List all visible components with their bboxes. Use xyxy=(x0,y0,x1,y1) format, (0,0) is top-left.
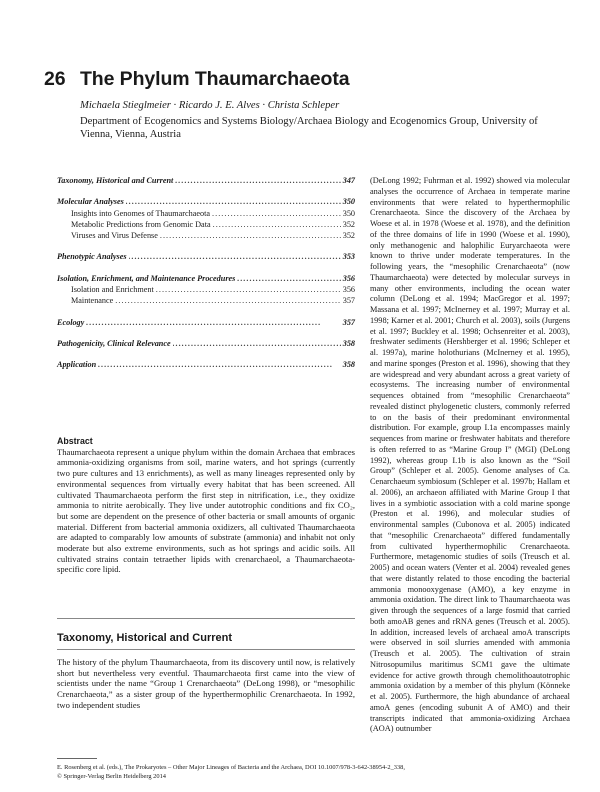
section-rule-top xyxy=(57,618,355,619)
toc-leader-dots xyxy=(129,252,341,261)
toc-leader-dots xyxy=(156,285,341,294)
toc-entry-page: 352 xyxy=(342,219,355,229)
toc-entry-label: Ecology xyxy=(57,317,85,327)
table-of-contents xyxy=(57,176,355,372)
toc-entry-page: 356 xyxy=(342,285,355,295)
toc-entry-label: Viruses and Virus Defense xyxy=(71,231,158,241)
chapter-number: 26 xyxy=(44,68,66,90)
authors: Michaela Stieglmeier · Ricardo J. E. Alves · Christa Schleper xyxy=(80,100,340,111)
toc-entry-page: 350 xyxy=(342,208,355,218)
toc-entry[interactable] xyxy=(57,176,355,187)
toc-entry-page: 353 xyxy=(342,252,355,262)
footer-citation: E. Rosenberg et al. (eds.), The Prokaryotes – Other Major Lineages of Bacteria and the Archaea, DOI 10.1007/978-3-642-38954-2_338, xyxy=(57,764,405,771)
toc-leader-dots xyxy=(173,339,341,348)
toc-entry[interactable] xyxy=(57,197,355,208)
toc-entry-label: Molecular Analyses xyxy=(57,197,124,207)
toc-entry-label: Phenotypic Analyses xyxy=(57,252,127,262)
toc-leader-dots xyxy=(86,318,340,327)
footer-rule xyxy=(57,758,97,759)
toc-entry-label: Isolation, Enrichment, and Maintenance Procedures xyxy=(57,273,236,283)
chapter-heading xyxy=(44,68,349,91)
toc-entry[interactable] xyxy=(57,252,355,263)
toc-entry-page: 352 xyxy=(342,231,355,241)
toc-entry-page: 357 xyxy=(342,296,355,306)
right-column-text: (DeLong 1992; Fuhrman et al. 1992) showed via molecular analyses the occurrence of Archaea in temperate marine environments that were related to hyperthermophilic Crenarchaeota. Since the discovery of the Archaea by Woese et al. in 1978 (Woese et al. 1978), and the definition of the three domains of life in 1990 (Woese et al. 1990), only methanogenic and halophilic Euryarchaeota were known to thrive under moderate temperatures. In the following years, the “mesophilic Crenarchaeota” (now Thaumarchaeota) were detected by molecular surveys in many other environments, including the ocean water column (DeLong et al. 1994; MacGregor et al. 1997; Massana et al. 1997; McInerney et al. 1997; Murray et al. 1998; Karner et al. 2001; Church et al. 2003), soils (Jurgens et al. 1997; Buckley et al. 1998; Ochsenreiter et al. 2003), freshwater sediments (Hershberger et al. 1996; Schleper et al. 1997a), marine holothurians (McInerney et al. 1995), and marine sponges (Preston et al. 1996), showing that they are widespread and very abundant across a great variety of ecosystems. The increasing number of environmental sequences obtained from “mesophilic Crenarchaeota” revealed distinct phylogenetic clusters, commonly referred to on the basis of their predominant environmental distribution. For example, group I.1a encompasses mainly sequences from marine or freshwater habitats and therefore is often referred to as “Marine Group I” (MGI) (DeLong 1992), whereas group I.1b is also known as the “Soil Group” (Schleper et al. 2005). Genome analyses of Ca. Cenarchaeum symbiosum (Schleper et al. 1997b; Hallam et al. 2006), an archaeon affiliated with Marine Group I that lives in a symbiotic association with a cold marine sponge (Preston et al. 1996), and molecular studies of environmental samples (Cubonova et al. 2005) indicated that “mesophilic Crenarchaeota” differed fundamentally from cultivated hyperthermophilic Crenarchaeota. Furthermore, metagenomic studies of soils (Treusch et al. 2005) and ocean waters (Venter et al. 2004) revealed genes that were distantly related to those encoding the bacterial ammonia monooxygenase (AMO), a key enzyme in ammonia oxidation. The direct link to Thaumarchaeota was given through the sequences of a large fosmid that carried both amoAB genes and rRNA genes (Treusch et al. 2005). In addition, increased levels of archaeal amoA transcripts were observed in soil slurries amended with ammonia (Treusch et al. 2005). The cultivation of strain Nitrosopumilus maritimus SCM1 gave the ultimate evidence for active growth through chemolithoautotrophic ammonia oxidation by a member of this phylum (Könneke et al. 2005). Furthermore, the high abundance of archaeal amoA genes (encoding subunit A of AMO) and their transcripts indicated that ammonia-oxidizing Archaea (AOA) outnumber xyxy=(370,176,570,734)
toc-leader-dots xyxy=(213,220,341,229)
section-rule-bottom xyxy=(57,649,355,650)
toc-leader-dots xyxy=(115,296,340,305)
affiliation: Department of Ecogenomics and Systems Biology/Archaea Biology and Ecogenomics Group, University of Vienna, Vienna, Austria xyxy=(80,116,538,140)
toc-entry[interactable] xyxy=(57,318,355,329)
toc-leader-dots xyxy=(175,176,340,185)
toc-leader-dots xyxy=(126,197,341,206)
abstract xyxy=(57,436,355,575)
toc-entry-page: 356 xyxy=(342,273,355,283)
footer-copyright: © Springer-Verlag Berlin Heidelberg 2014 xyxy=(57,772,166,780)
toc-leader-dots xyxy=(160,231,341,240)
toc-entry-label: Taxonomy, Historical and Current xyxy=(57,176,174,185)
footer xyxy=(57,764,577,781)
toc-entry[interactable] xyxy=(57,209,355,220)
toc-entry-page: 347 xyxy=(342,176,355,185)
toc-leader-dots xyxy=(98,360,341,369)
toc-entry[interactable] xyxy=(57,220,355,231)
toc-entry-label: Application xyxy=(57,360,97,370)
chapter-title: The Phylum Thaumarchaeota xyxy=(80,68,350,90)
abstract-text: Thaumarchaeota represent a unique phylum within the domain Archaea that embraces ammonia-oxidizing organisms from soil, marine waters, and hot springs (currently two pure cultures and 13 enrichments), as well as many lineages represented only by environmental sequences from virtually every habitat that has been screened. All cultivated Thaumarchaeota perform the first step in nitrification, i.e., they oxidize ammonia to nitrite aerobically. They live under autotrophic conditions and fix CO₂, but some are dependent on the presence of other bacteria or small amounts of organic material. Different from bacterial ammonia oxidizers, all cultivated Thaumarchaeota are adapted to comparably low amounts of substrate (ammonia) and inhabit not only moderate but also extreme environments, such as hot springs and acidic soils. All cultivated strains contain tetraether lipids with crenarchaeol, a Thaumarchaeota-specific core lipid. xyxy=(57,446,355,575)
toc-leader-dots xyxy=(212,209,341,218)
toc-entry-label: Insights into Genomes of Thaumarchaeota xyxy=(71,208,210,218)
toc-entry[interactable] xyxy=(57,360,355,371)
toc-entry-page: 350 xyxy=(342,197,355,207)
toc-leader-dots xyxy=(237,274,340,283)
toc-entry[interactable] xyxy=(57,231,355,242)
toc-entry-label: Maintenance xyxy=(71,296,114,306)
toc-entry-page: 358 xyxy=(342,360,355,370)
toc-entry[interactable] xyxy=(57,339,355,350)
toc-entry[interactable] xyxy=(57,274,355,285)
toc-entry-label: Metabolic Predictions from Genomic Data xyxy=(71,219,211,229)
toc-entry-page: 357 xyxy=(342,317,355,327)
abstract-heading: Abstract xyxy=(57,436,93,446)
toc-entry[interactable] xyxy=(57,296,355,307)
toc-entry-label: Isolation and Enrichment xyxy=(71,285,154,295)
toc-entry-label: Pathogenicity, Clinical Relevance xyxy=(57,338,171,348)
section-text: The history of the phylum Thaumarchaeota, from its discovery until now, is relatively short but nevertheless very eventful. Thaumarchaeota first came into the view of scientists under the name “Group 1 Crenarchaeota” (DeLong 1998), or “mesophilic Crenarchaeota,” as a sister group of the hyperthermophilic Crenarchaeota. In 1992, two independent studies xyxy=(57,657,355,710)
section-heading: Taxonomy, Historical and Current xyxy=(57,632,233,644)
toc-entry[interactable] xyxy=(57,285,355,296)
toc-entry-page: 358 xyxy=(342,338,355,348)
